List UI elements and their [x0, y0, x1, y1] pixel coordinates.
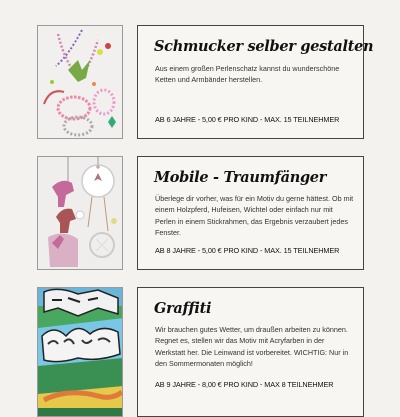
workshop-title: Graffiti — [154, 300, 212, 317]
workshop-description: Überlege dir vorher, was für ein Motiv du gerne hättest. Ob mit einem Holzpferd, Hufeisen, Wichtel oder einfach nur mit Perlen in einem Stickrahmen, das Ergebnis verzaubert jedes Fenster. — [155, 194, 354, 237]
workshop-meta: AB 8 JAHRE - 5,00 € PRO KIND - MAX. 15 TEILNEHMER — [155, 246, 340, 255]
workshop-description: Wir brauchen gutes Wetter, um draußen arbeiten zu können. Regnet es, stellen wir das Motiv mit Acryfarben in der Werkstatt her. Die Leinwand ist vorbereitet. WICHTIG: Nur in den Sommermonaten möglich! — [155, 325, 349, 368]
workshop-card-jewelry — [137, 25, 374, 139]
workshop-meta: AB 9 JAHRE - 8,00 € PRO KIND - MAX 8 TEILNEHMER — [155, 380, 334, 389]
workshop-title: Schmucker selber gestalten — [154, 38, 374, 55]
beaded-jewelry-photo — [37, 25, 123, 139]
dreamcatcher-mobile-photo — [37, 156, 123, 270]
workshop-description: Aus einem großen Perlenschatz kannst du wunderschöne Ketten und Armbänder herstellen. — [155, 64, 340, 85]
graffiti-canvas-photo — [37, 287, 123, 417]
workshop-card-mobile — [137, 156, 364, 270]
workshop-title: Mobile - Traumfänger — [154, 169, 327, 186]
workshop-meta: AB 6 JAHRE - 5,00 € PRO KIND - MAX. 15 TEILNEHMER — [155, 115, 340, 124]
workshop-card-graffiti — [137, 287, 364, 417]
